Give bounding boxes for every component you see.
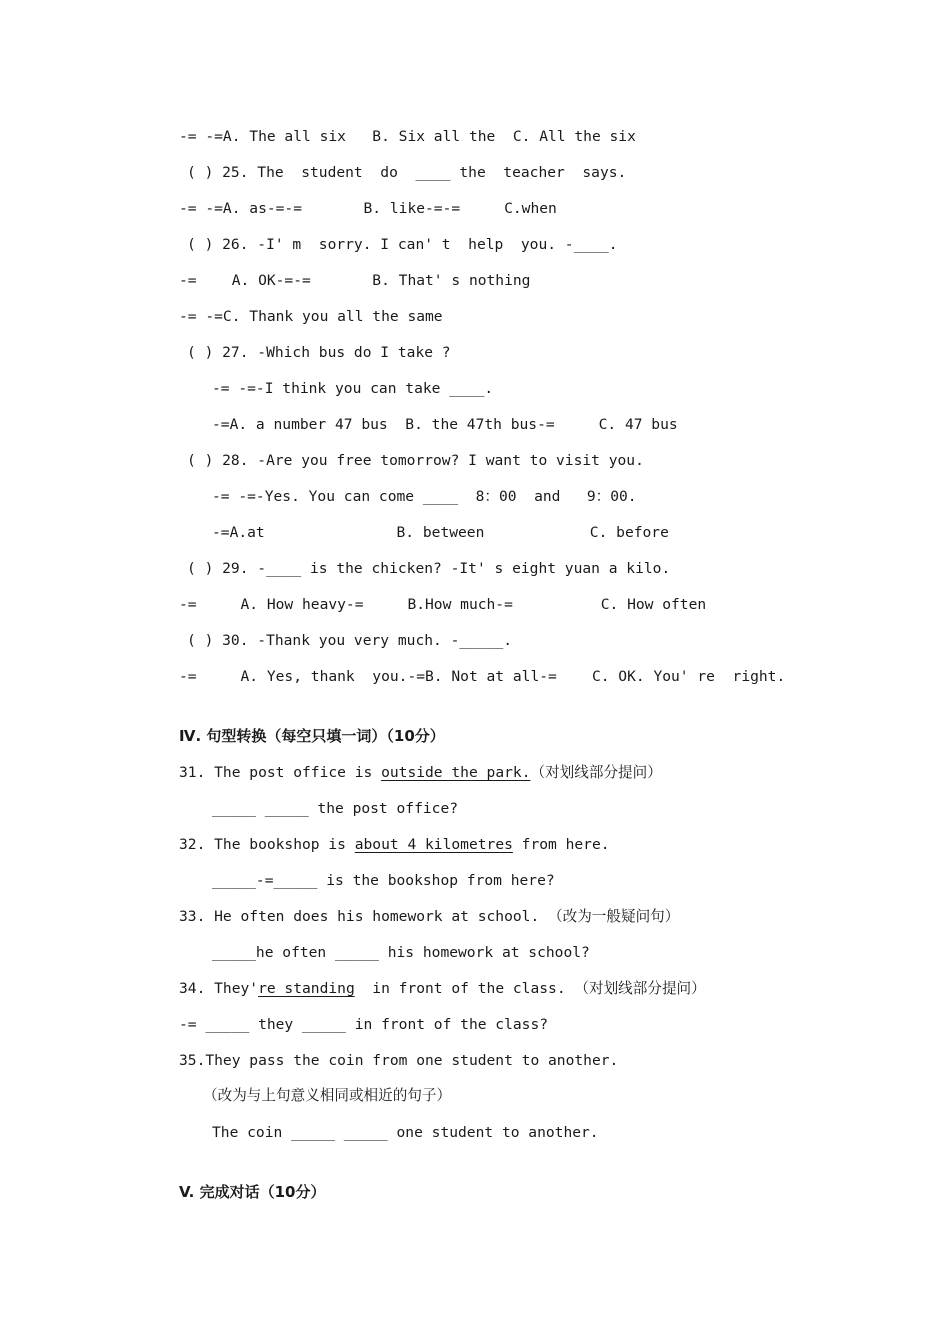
- question-27-options: -=A. a number 47 bus B. the 47th bus-= C. 47 bus: [212, 416, 678, 433]
- question-35-instruction: （改为与上句意义相同或相近的句子）: [203, 1087, 452, 1104]
- question-32-stem: [179, 835, 610, 855]
- question-35-stem: 35.They pass the coin from one student to another.: [179, 1052, 619, 1069]
- question-30-stem: ( ) 30. -Thank you very much. -_____.: [187, 632, 513, 649]
- question-25-options: -= -=A. as-=-= B. like-=-= C.when: [179, 200, 557, 217]
- question-31-stem: [179, 763, 662, 783]
- question-31-suffix: （对划线部分提问）: [530, 764, 662, 781]
- question-28-options: -=A.at B. between C. before: [212, 524, 669, 541]
- question-35-answer: The coin _____ _____ one student to another.: [212, 1124, 599, 1141]
- question-24-options: -= -=A. The all six B. Six all the C. All the six: [179, 128, 636, 145]
- question-34-stem: [179, 979, 706, 999]
- question-29-stem: ( ) 29. -____ is the chicken? -It' s eight yuan a kilo.: [187, 560, 671, 577]
- section-5-heading: V. 完成对话（10分）: [179, 1183, 326, 1201]
- question-33-stem: 33. He often does his homework at school. （改为一般疑问句）: [179, 908, 680, 925]
- question-27-reply: -= -=-I think you can take ____.: [212, 380, 494, 397]
- question-32-suffix: from here.: [512, 836, 610, 853]
- question-26-options-line1: -= A. OK-=-= B. That' s nothing: [179, 272, 531, 289]
- question-34-suffix: in front of the class. （对划线部分提问）: [354, 980, 706, 997]
- question-31-answer: _____ _____ the post office?: [212, 800, 459, 817]
- section-4-heading: Ⅳ. 句型转换（每空只填一词）（10分）: [179, 727, 445, 745]
- question-25-stem: ( ) 25. The student do ____ the teacher says.: [187, 164, 627, 181]
- question-28-reply: -= -=-Yes. You can come ____ 8：00 and 9：00.: [212, 488, 637, 505]
- question-27-stem: ( ) 27. -Which bus do I take ?: [187, 344, 451, 361]
- question-31-underlined: outside the park.: [381, 764, 531, 781]
- question-32-underlined: about 4 kilometres: [354, 836, 513, 853]
- question-33-answer: _____he often _____ his homework at school?: [212, 944, 590, 961]
- question-26-stem: ( ) 26. -I' m sorry. I can' t help you. -____.: [187, 236, 618, 253]
- question-29-options: -= A. How heavy-= B.How much-= C. How often: [179, 596, 707, 613]
- question-34-answer: -= _____ they _____ in front of the class?: [179, 1016, 549, 1033]
- question-34-prefix: 34. They': [179, 980, 259, 997]
- question-30-options: -= A. Yes, thank you.-=B. Not at all-= C. OK. You' re right.: [179, 668, 786, 685]
- question-31-prefix: 31. The post office is: [179, 764, 382, 781]
- question-32-answer: _____-=_____ is the bookshop from here?: [212, 872, 555, 889]
- question-28-stem: ( ) 28. -Are you free tomorrow? I want to visit you.: [187, 452, 644, 469]
- question-32-prefix: 32. The bookshop is: [179, 836, 355, 853]
- question-34-underlined: re standing: [258, 980, 355, 997]
- question-26-options-line2: -= -=C. Thank you all the same: [179, 308, 443, 325]
